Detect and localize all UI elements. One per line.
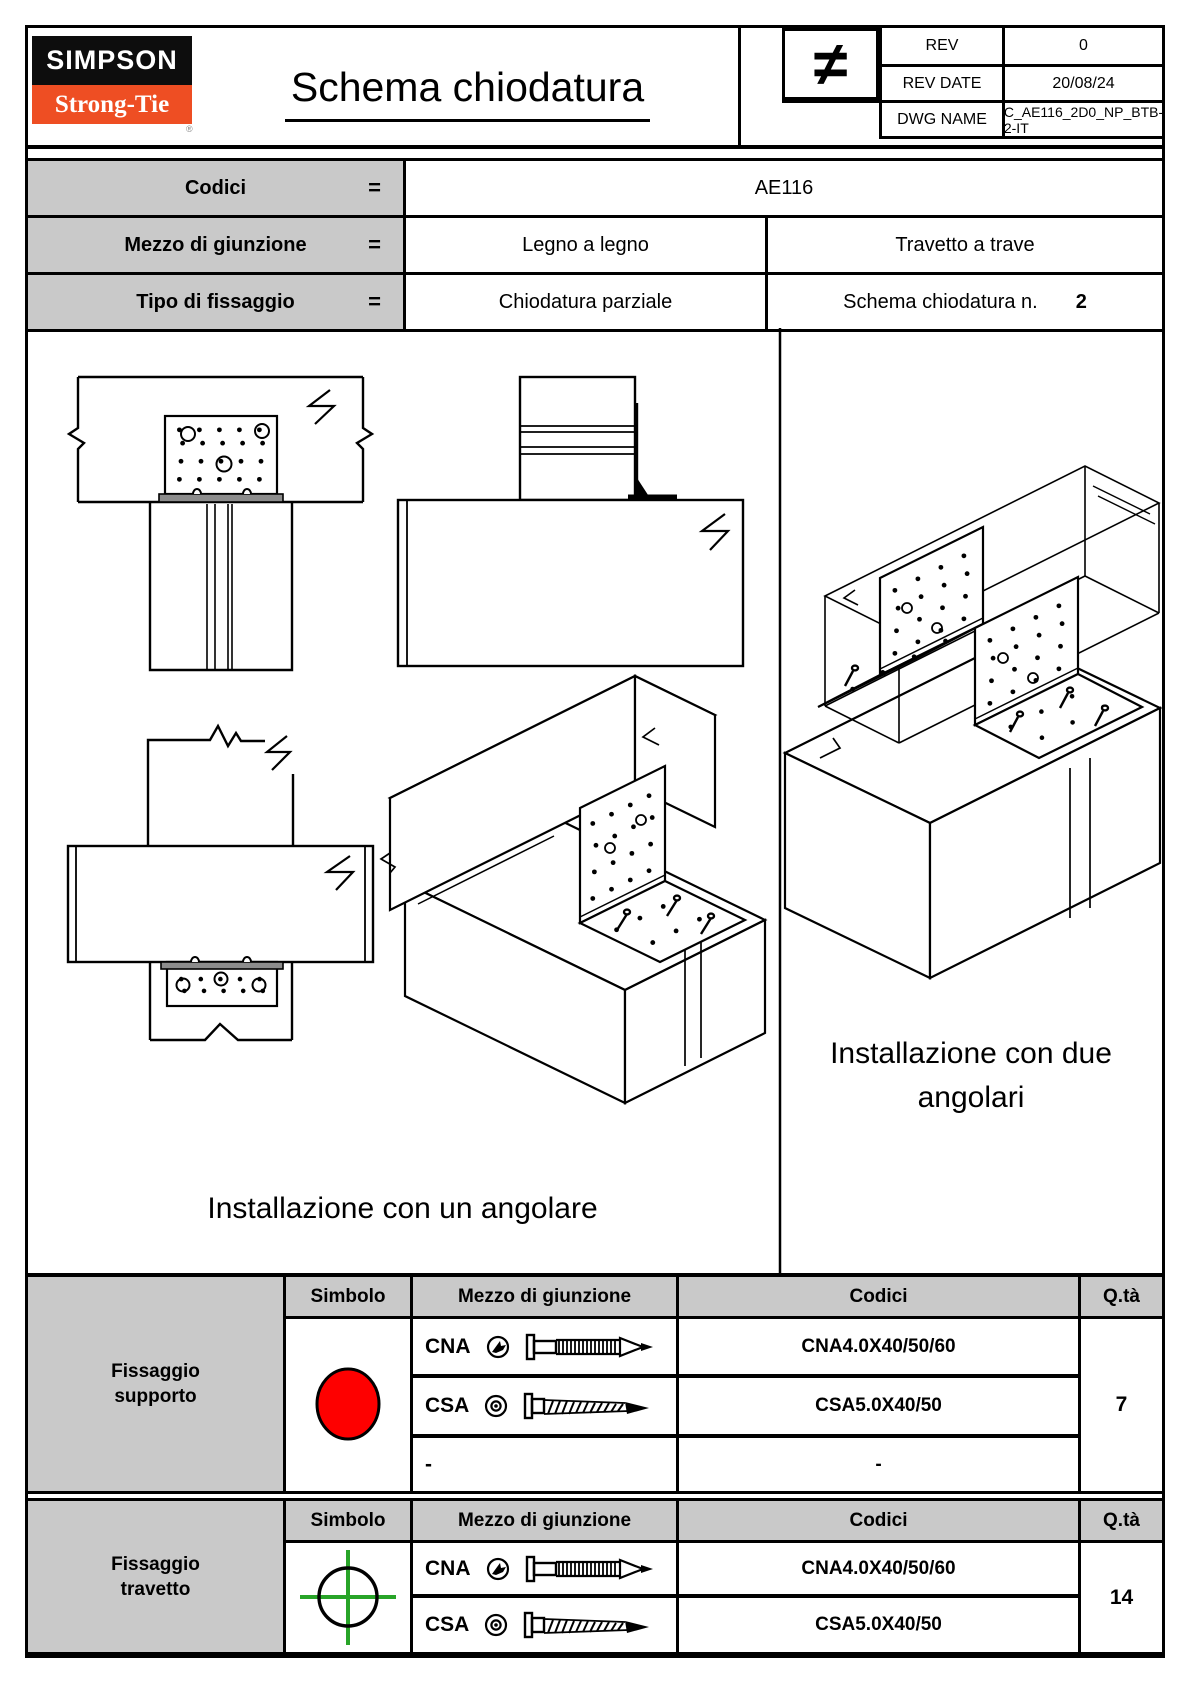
rev-date-value: 20/08/24 xyxy=(1052,74,1115,92)
group-label-line: travetto xyxy=(120,1578,191,1600)
plate-hole-dot xyxy=(199,459,204,464)
plate-hole-dot xyxy=(217,427,222,432)
plate-hole-dot xyxy=(1070,694,1075,699)
plate-hole-dot xyxy=(237,477,242,482)
plate-hole-dot xyxy=(1011,689,1016,694)
header-divider-line xyxy=(738,28,741,145)
plate-hole-dot xyxy=(177,477,182,482)
plate-hole-dot xyxy=(988,638,993,643)
plate-hole-dot xyxy=(611,860,616,865)
plate-hole-dot xyxy=(1058,644,1063,649)
screw-icon xyxy=(523,1390,673,1422)
col-header-qta: Q.tà xyxy=(1081,1277,1162,1316)
plate-hole-dot xyxy=(1057,666,1062,671)
caption-line: angolari xyxy=(917,1081,1025,1114)
plate-hole-dot xyxy=(647,793,652,798)
plate-hole-dot xyxy=(631,824,636,829)
qty-cell: 7 xyxy=(1115,1393,1128,1416)
break-symbol xyxy=(267,736,290,770)
col-header-simbolo: Simbolo xyxy=(286,1277,410,1316)
equals-sign: = xyxy=(368,175,381,200)
plate-hole-dot xyxy=(1057,603,1062,608)
group-label-line: Fissaggio xyxy=(111,1361,200,1382)
plate-hole-dot xyxy=(1012,667,1017,672)
plate-hole-dot xyxy=(1011,626,1016,631)
plate-hole-dot xyxy=(893,588,898,593)
caption-two-brackets xyxy=(780,1032,1162,1120)
plate-hole-dot xyxy=(219,459,224,464)
csa-head-icon xyxy=(483,1393,509,1419)
plate-hole-dot xyxy=(197,427,202,432)
plate-hole-dot xyxy=(697,917,702,922)
plate-flange-edge xyxy=(159,494,283,502)
plate-hole-dot xyxy=(650,940,655,945)
giunzione-right-value: Travetto a trave xyxy=(895,233,1035,256)
group-label-travetto xyxy=(28,1501,283,1652)
ring-nail-icon xyxy=(525,1553,675,1585)
fastener-row-csa xyxy=(425,1598,675,1652)
plate-hole-dot xyxy=(202,989,207,994)
cross-view-drawing xyxy=(68,726,373,1040)
plate-hole-dot xyxy=(1039,709,1044,714)
plate-hole-dot xyxy=(239,459,244,464)
plate-hole-dot xyxy=(220,441,225,446)
plate-hole-dot xyxy=(894,628,899,633)
green-crosshair-symbol xyxy=(286,1543,410,1652)
fissaggio-left-value: Chiodatura parziale xyxy=(498,290,673,313)
plate-hole-dot xyxy=(260,441,265,446)
fastener-row-csa xyxy=(425,1378,675,1434)
plate-hole-dot xyxy=(919,594,924,599)
fastener-name: CSA xyxy=(425,1394,470,1417)
rev-table-line xyxy=(879,136,1162,139)
strongtie-logo xyxy=(32,85,192,124)
equals-sign: = xyxy=(368,289,381,314)
plate-hole-dot xyxy=(180,441,185,446)
plate-hole-dot xyxy=(240,441,245,446)
break-mark xyxy=(844,590,858,605)
plate-hole-dot xyxy=(882,671,887,676)
plate-hole-dot xyxy=(257,427,262,432)
code-cell: - xyxy=(875,1453,882,1475)
group-label-supporto xyxy=(28,1277,283,1491)
plate-hole-dot xyxy=(939,565,944,570)
plate-hole-dot xyxy=(962,553,967,558)
plate-hole-dot xyxy=(647,868,652,873)
plate-hole-dot xyxy=(989,678,994,683)
plate-hole-dot xyxy=(629,851,634,856)
simpson-logo-text: SIMPSON xyxy=(46,45,178,75)
plate-hole-dot xyxy=(988,701,993,706)
fastener-name: CNA xyxy=(425,1556,471,1580)
plate-hole-dot xyxy=(1070,720,1075,725)
plate-hole-dot xyxy=(962,616,967,621)
strongtie-logo-text: Strong-Tie xyxy=(54,90,170,118)
codici-value: AE116 xyxy=(754,176,814,199)
front-view-drawing xyxy=(69,377,372,670)
simpson-logo xyxy=(32,36,192,85)
plate-hole-dot xyxy=(628,803,633,808)
col-header-simbolo: Simbolo xyxy=(286,1501,410,1540)
plate-hole-dot xyxy=(661,904,666,909)
plate-hole-dot xyxy=(1040,735,1045,740)
plate-hole-dot xyxy=(241,989,246,994)
fastener-row-empty: - xyxy=(425,1452,432,1476)
info-row-codici-label xyxy=(28,161,403,215)
equals-sign: = xyxy=(368,232,381,257)
caption-one-bracket: Installazione con un angolare xyxy=(207,1192,598,1225)
plate-hole-dot xyxy=(179,459,184,464)
plate-hole-dot xyxy=(200,441,205,446)
group-label-line: Fissaggio xyxy=(111,1553,200,1575)
isometric-one-bracket-drawing xyxy=(381,676,765,1103)
cna-head-icon xyxy=(485,1334,511,1360)
caption-line: Installazione con due xyxy=(830,1037,1112,1070)
plate-hole-dot xyxy=(940,605,945,610)
plate-hole-dot xyxy=(850,687,855,692)
schema-number-value: 2 xyxy=(1075,290,1087,313)
page-title-text: Schema chiodatura xyxy=(285,64,650,122)
plate-hole-dot xyxy=(943,639,948,644)
col-header-mezzo: Mezzo di giunzione xyxy=(413,1501,676,1540)
fissaggio-label-text: Tipo di fissaggio xyxy=(136,290,295,313)
dwg-name-label: DWG NAME xyxy=(897,110,987,128)
plate-hole-dot xyxy=(628,878,633,883)
plate-flange-edge xyxy=(161,962,283,969)
header-bottom-line xyxy=(25,145,1162,149)
col-header-mezzo: Mezzo di giunzione xyxy=(413,1277,676,1316)
table-line xyxy=(25,1491,1162,1494)
plate-hole-dot xyxy=(896,606,901,611)
plate-hole-dot xyxy=(238,977,243,982)
rev-label: REV xyxy=(925,37,959,54)
code-cell: CSA5.0X40/50 xyxy=(815,1395,942,1416)
col-header-codici: Codici xyxy=(679,1501,1078,1540)
code-cell: CNA4.0X40/50/60 xyxy=(801,1557,956,1579)
giunzione-label-text: Mezzo di giunzione xyxy=(124,233,307,256)
break-symbol xyxy=(309,390,334,424)
table-line xyxy=(410,1273,413,1491)
page-title xyxy=(195,58,740,128)
plate-hole-dot xyxy=(221,989,226,994)
plate-hole-dot xyxy=(217,477,222,482)
schema-number-label: Schema chiodatura n. xyxy=(843,290,1038,313)
fastener-row-cna xyxy=(425,1543,675,1594)
plate-hole-dot xyxy=(1034,615,1039,620)
plate-hole-dot xyxy=(917,617,922,622)
isometric-two-brackets-drawing xyxy=(785,466,1160,978)
info-row-fissaggio-label xyxy=(28,275,403,329)
schema-number-cell xyxy=(768,275,1162,329)
plate-hole-dot xyxy=(199,977,204,982)
plate-hole-dot xyxy=(1060,621,1065,626)
col-header-codici: Codici xyxy=(679,1277,1078,1316)
plate-hole-dot xyxy=(1014,644,1019,649)
plate-hole-dot xyxy=(991,656,996,661)
plate-hole-dot xyxy=(638,916,643,921)
codici-label-text: Codici xyxy=(184,176,247,199)
cna-head-icon xyxy=(485,1556,511,1582)
fastener-name: CNA xyxy=(425,1334,471,1358)
plate-hole-dot xyxy=(913,655,918,660)
plate-hole-dot xyxy=(963,594,968,599)
plate-hole-dot xyxy=(916,639,921,644)
plate-hole-dot xyxy=(592,869,597,874)
dwg-name-value: C_AE116_2D0_NP_BTB-2-IT xyxy=(1003,103,1164,136)
csa-head-icon xyxy=(483,1612,509,1638)
fastener-row-cna xyxy=(425,1319,675,1374)
red-circle-symbol xyxy=(286,1319,410,1491)
plate-hole-dot xyxy=(1037,633,1042,638)
plate-hole-dot xyxy=(942,583,947,588)
plate-hole-dot xyxy=(965,571,970,576)
plate-hole-dot xyxy=(197,477,202,482)
plate-hole-dot xyxy=(650,815,655,820)
plate-hole-dot xyxy=(218,977,223,982)
plate-hole-dot xyxy=(590,896,595,901)
joist-outline xyxy=(150,502,292,670)
not-equal-symbol: ≠ xyxy=(782,28,879,100)
plate-hole-dot xyxy=(259,459,264,464)
code-cell: CNA4.0X40/50/60 xyxy=(801,1335,956,1357)
side-view-drawing xyxy=(398,377,743,666)
plate-hole-dot xyxy=(609,887,614,892)
info-row-giunzione-label xyxy=(28,218,403,272)
code-cell: CSA5.0X40/50 xyxy=(815,1614,942,1635)
plate-hole-dot xyxy=(648,842,653,847)
plate-hole-dot xyxy=(609,812,614,817)
screw-icon xyxy=(523,1609,673,1641)
ring-nail-icon xyxy=(525,1331,675,1363)
registered-mark: ® xyxy=(186,124,193,134)
technical-drawings xyxy=(25,328,1165,1273)
qty-cell: 14 xyxy=(1109,1585,1134,1609)
rev-date-label: REV DATE xyxy=(902,74,982,92)
plate-hole-dot xyxy=(674,929,679,934)
sheet-bottom-line xyxy=(25,1652,1162,1657)
plate-hole-dot xyxy=(594,843,599,848)
plate-hole-dot xyxy=(237,427,242,432)
rev-value: 0 xyxy=(1079,37,1088,54)
plate-hole-dot xyxy=(257,477,262,482)
group-label-line: supporto xyxy=(114,1386,197,1407)
plate-hole-dot xyxy=(612,834,617,839)
plate-hole-dot xyxy=(590,821,595,826)
fastener-name: CSA xyxy=(425,1613,470,1636)
plate-hole-dot xyxy=(1035,655,1040,660)
plate-hole-dot xyxy=(916,576,921,581)
table-line xyxy=(410,1498,413,1652)
plate-hole-dot xyxy=(893,651,898,656)
col-header-qta: Q.tà xyxy=(1081,1501,1162,1540)
giunzione-left-value: Legno a legno xyxy=(522,233,649,256)
